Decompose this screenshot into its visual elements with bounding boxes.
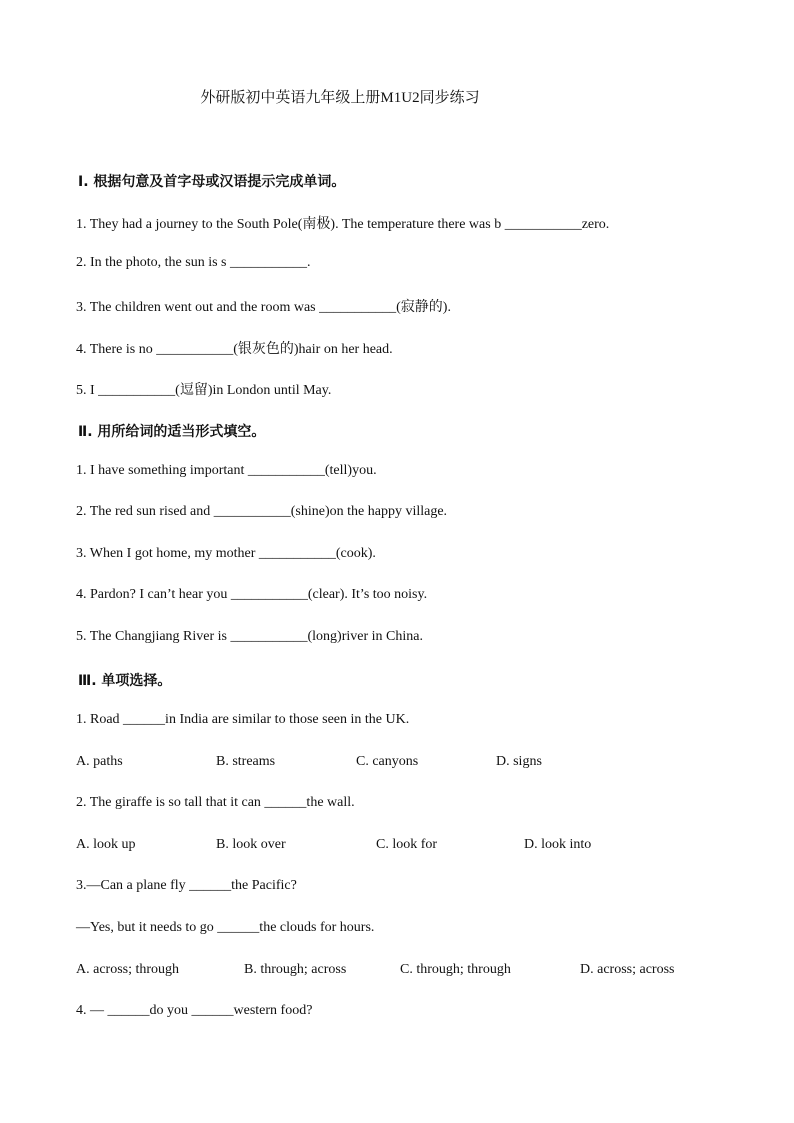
s2-line-2: 2. The red sun rised and ___________(shine)on the happy village. xyxy=(76,504,448,519)
q2-option-d: D. look into xyxy=(524,837,592,852)
q3-option-a: A. across; through xyxy=(76,962,180,977)
q2-stem: 2. The giraffe is so tall that it can ______the wall. xyxy=(76,795,355,810)
q1-option-d: D. signs xyxy=(496,754,542,769)
q3-option-d: D. across; across xyxy=(580,962,675,977)
q3-option-b: B. through; across xyxy=(244,962,347,977)
q3-option-c: C. through; through xyxy=(400,962,511,977)
q2-option-a: A. look up xyxy=(76,837,136,852)
s2-line-5: 5. The Changjiang River is ___________(long)river in China. xyxy=(76,629,423,644)
s1-line-4: 4. There is no ___________(银灰色的)hair on her head. xyxy=(76,342,393,357)
s2-line-4: 4. Pardon? I can’t hear you ___________(clear). It’s too noisy. xyxy=(76,587,428,602)
q1-option-a: A. paths xyxy=(76,754,123,769)
s2-line-3: 3. When I got home, my mother ___________(cook). xyxy=(76,546,376,561)
page-title xyxy=(0,86,680,107)
q1-option-c: C. canyons xyxy=(356,754,419,769)
s1-line-2: 2. In the photo, the sun is s ___________. xyxy=(76,255,311,270)
s1-line-3: 3. The children went out and the room was ___________(寂静的). xyxy=(76,300,451,315)
q3-stem-line-1: 3.—Can a plane fly ______the Pacific? xyxy=(76,878,297,893)
section-2-heading: Ⅱ. 用所给词的适当形式填空。 xyxy=(78,424,266,440)
q1-option-b: B. streams xyxy=(216,754,276,769)
q1-stem: 1. Road ______in India are similar to those seen in the UK. xyxy=(76,712,410,727)
q4-stem: 4. — ______do you ______western food? xyxy=(76,1003,313,1018)
q3-stem-line-2: —Yes, but it needs to go ______the clouds for hours. xyxy=(76,920,375,935)
q2-option-c: C. look for xyxy=(376,837,438,852)
section-1-heading: Ⅰ. 根据句意及首字母或汉语提示完成单词。 xyxy=(78,174,346,190)
s2-line-1: 1. I have something important ___________(tell)you. xyxy=(76,463,377,478)
s1-line-1: 1. They had a journey to the South Pole(南极). The temperature there was b ___________zero. xyxy=(76,217,610,232)
section-3-heading: Ⅲ. 单项选择。 xyxy=(78,673,172,689)
s1-line-5: 5. I ___________(逗留)in London until May. xyxy=(76,383,332,398)
q2-option-b: B. look over xyxy=(216,837,286,852)
page-title-text: 外研版初中英语九年级上册M1U2同步练习 xyxy=(200,90,480,106)
